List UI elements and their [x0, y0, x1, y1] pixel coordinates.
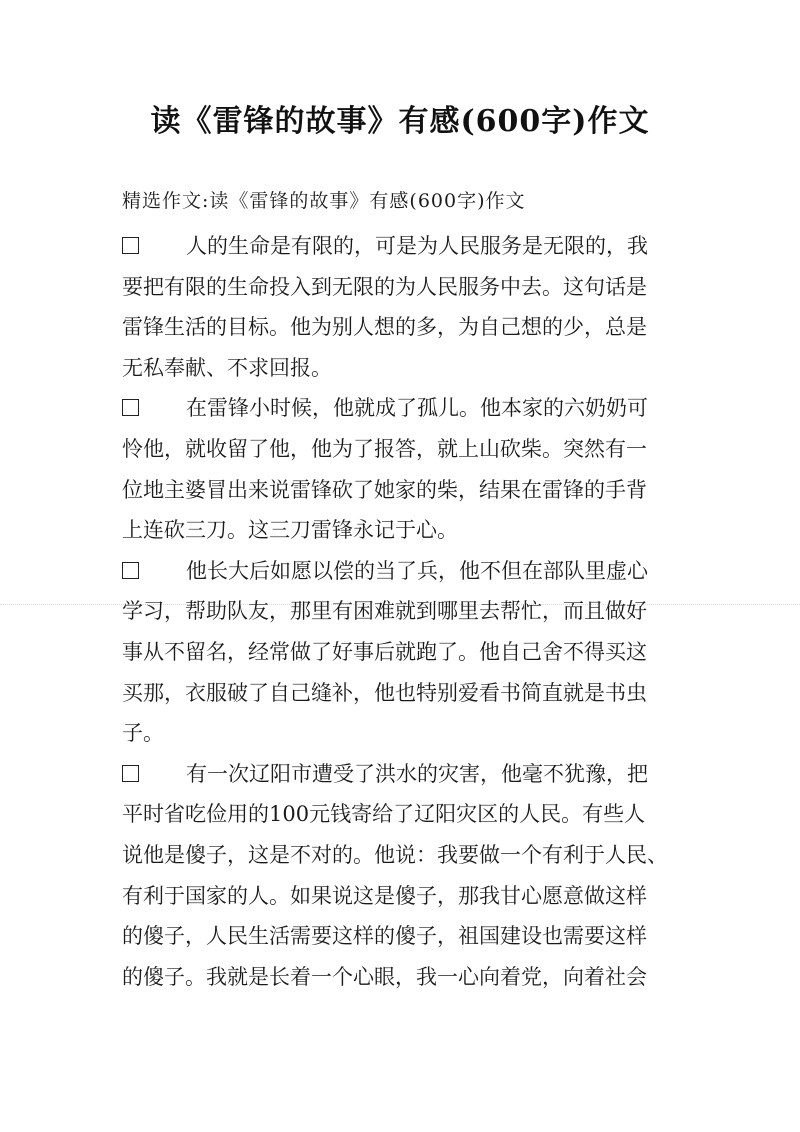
text-line — [122, 348, 682, 389]
text-line — [122, 388, 682, 429]
text-line — [122, 673, 682, 714]
line-text: 有一次辽阳市遭受了洪水的灾害，他毫不犹豫，把 — [186, 761, 648, 786]
line-text: 要把有限的生命投入到无限的为人民服务中去。这句话是 — [122, 274, 647, 299]
line-text: 学习，帮助队友，那里有困难就到哪里去帮忙，而且做好 — [122, 599, 647, 624]
paragraph-checkbox-icon — [122, 765, 139, 782]
paragraph-checkbox-icon — [122, 237, 139, 254]
line-text: 的傻子，人民生活需要这样的傻子，祖国建设也需要这样 — [122, 924, 647, 949]
line-text: 子。 — [122, 721, 164, 746]
document-subtitle: 精选作文:读《雷锋的故事》有感(600字)作文 — [122, 190, 526, 212]
text-line — [122, 754, 682, 795]
line-text: 上连砍三刀。这三刀雷锋永记于心。 — [122, 518, 458, 543]
line-text: 无私奉献、不求回报。 — [122, 355, 332, 380]
line-text: 说他是傻子，这是不对的。他说：我要做一个有利于人民、 — [122, 842, 668, 867]
line-text: 他长大后如愿以偿的当了兵，他不但在部队里虚心 — [186, 558, 648, 583]
text-line — [122, 551, 682, 592]
line-text: 雷锋生活的目标。他为别人想的多，为自己想的少，总是 — [122, 315, 647, 340]
text-line — [122, 957, 682, 998]
text-line — [122, 591, 682, 632]
text-line — [122, 876, 682, 917]
text-line — [122, 267, 682, 308]
text-line — [122, 510, 682, 551]
text-line — [122, 226, 682, 267]
document-title: 读《雷锋的故事》有感(600字)作文 — [150, 104, 650, 139]
text-line — [122, 470, 682, 511]
article-body — [122, 226, 682, 997]
text-line — [122, 794, 682, 835]
line-text: 在雷锋小时候，他就成了孤儿。他本家的六奶奶可 — [186, 396, 648, 421]
line-text: 买那，衣服破了自己缝补，他也特别爱看书简直就是书虫 — [122, 680, 647, 705]
line-text: 人的生命是有限的，可是为人民服务是无限的，我 — [186, 234, 648, 258]
text-line — [122, 429, 682, 470]
line-text: 有利于国家的人。如果说这是傻子，那我甘心愿意做这样 — [122, 883, 647, 908]
text-line — [122, 713, 682, 754]
line-text: 平时省吃俭用的100元钱寄给了辽阳灾区的人民。有些人 — [122, 802, 646, 827]
line-text: 的傻子。我就是长着一个心眼，我一心向着党，向着社会 — [122, 964, 647, 989]
paragraph-checkbox-icon — [122, 562, 139, 579]
text-line — [122, 632, 682, 673]
text-line — [122, 835, 682, 876]
line-text: 事从不留名，经常做了好事后就跑了。他自己舍不得买这 — [122, 639, 647, 664]
paragraph-checkbox-icon — [122, 399, 139, 416]
line-text: 怜他，就收留了他，他为了报答，就上山砍柴。突然有一 — [122, 436, 647, 461]
text-line — [122, 916, 682, 957]
text-line — [122, 307, 682, 348]
line-text: 位地主婆冒出来说雷锋砍了她家的柴，结果在雷锋的手背 — [122, 477, 647, 502]
